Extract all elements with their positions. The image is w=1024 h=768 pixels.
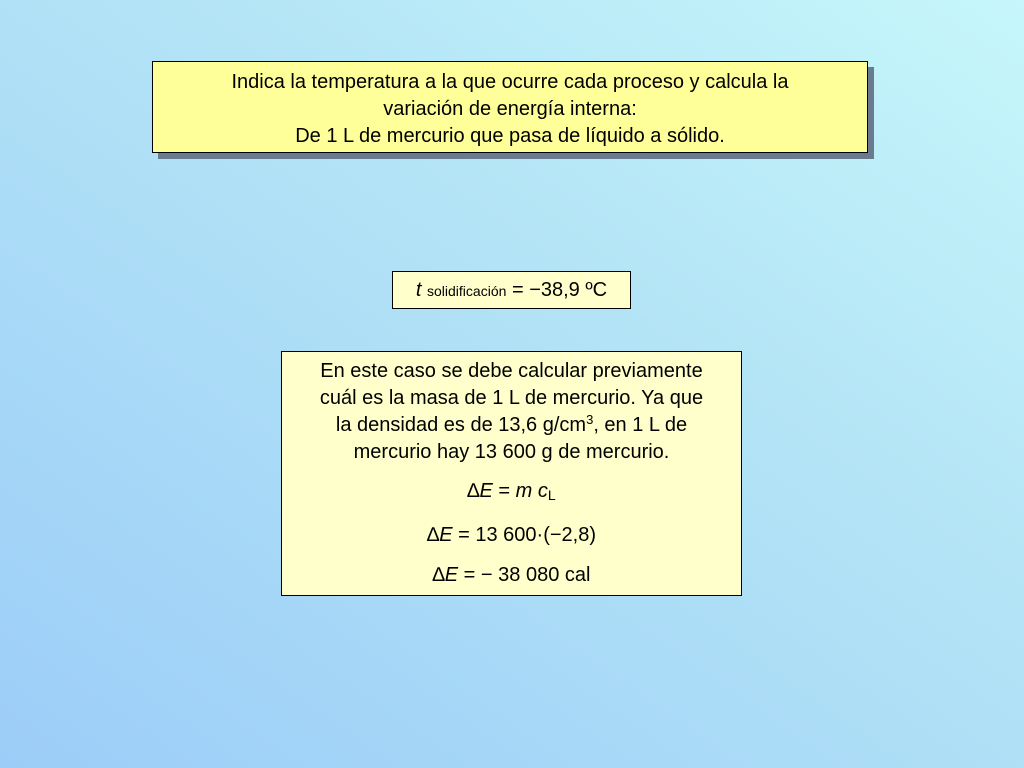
substitution-value: = 13 600·(−2,8) xyxy=(452,524,597,546)
equals-sign: = xyxy=(492,480,516,502)
calculation-explanation xyxy=(282,358,741,466)
latent-heat-variable: c xyxy=(537,480,548,502)
question-line-1: Indica la temperatura a la que ocurre cada proceso y calcula la xyxy=(231,71,789,93)
mass-variable: m xyxy=(515,480,533,502)
question-line-2: variación de energía interna: xyxy=(383,98,637,120)
equation-substitution xyxy=(282,522,741,548)
energy-variable: E xyxy=(444,564,459,586)
result-value: = − 38 080 cal xyxy=(458,564,591,586)
delta-symbol: ∆ xyxy=(467,480,480,502)
density-text: la densidad es de 13,6 g/cm xyxy=(335,414,587,436)
temperature-subscript: solidificación xyxy=(427,283,507,299)
delta-symbol: ∆ xyxy=(432,564,445,586)
latent-subscript: L xyxy=(547,487,556,503)
equation-formula xyxy=(282,478,741,508)
temperature-variable: t xyxy=(415,279,422,301)
energy-variable: E xyxy=(479,480,493,502)
explanation-line-1: En este caso se debe calcular previamente xyxy=(320,360,703,382)
explanation-line-4: mercurio hay 13 600 g de mercurio. xyxy=(353,441,670,463)
energy-variable: E xyxy=(439,524,453,546)
calculation-box xyxy=(281,351,742,596)
equation-result xyxy=(282,562,741,588)
question-line-3: De 1 L de mercurio que pasa de líquido a sólido. xyxy=(295,125,725,147)
cubed-superscript: 3 xyxy=(586,412,594,427)
question-box xyxy=(152,61,868,153)
delta-symbol: ∆ xyxy=(426,524,440,546)
explanation-line-3 xyxy=(282,412,741,439)
explanation-line-2: cuál es la masa de 1 L de mercurio. Ya que xyxy=(319,387,704,409)
density-text-end: , en 1 L de xyxy=(593,414,688,436)
temperature-value: = −38,9 ºC xyxy=(511,279,608,301)
temperature-box xyxy=(392,271,631,309)
